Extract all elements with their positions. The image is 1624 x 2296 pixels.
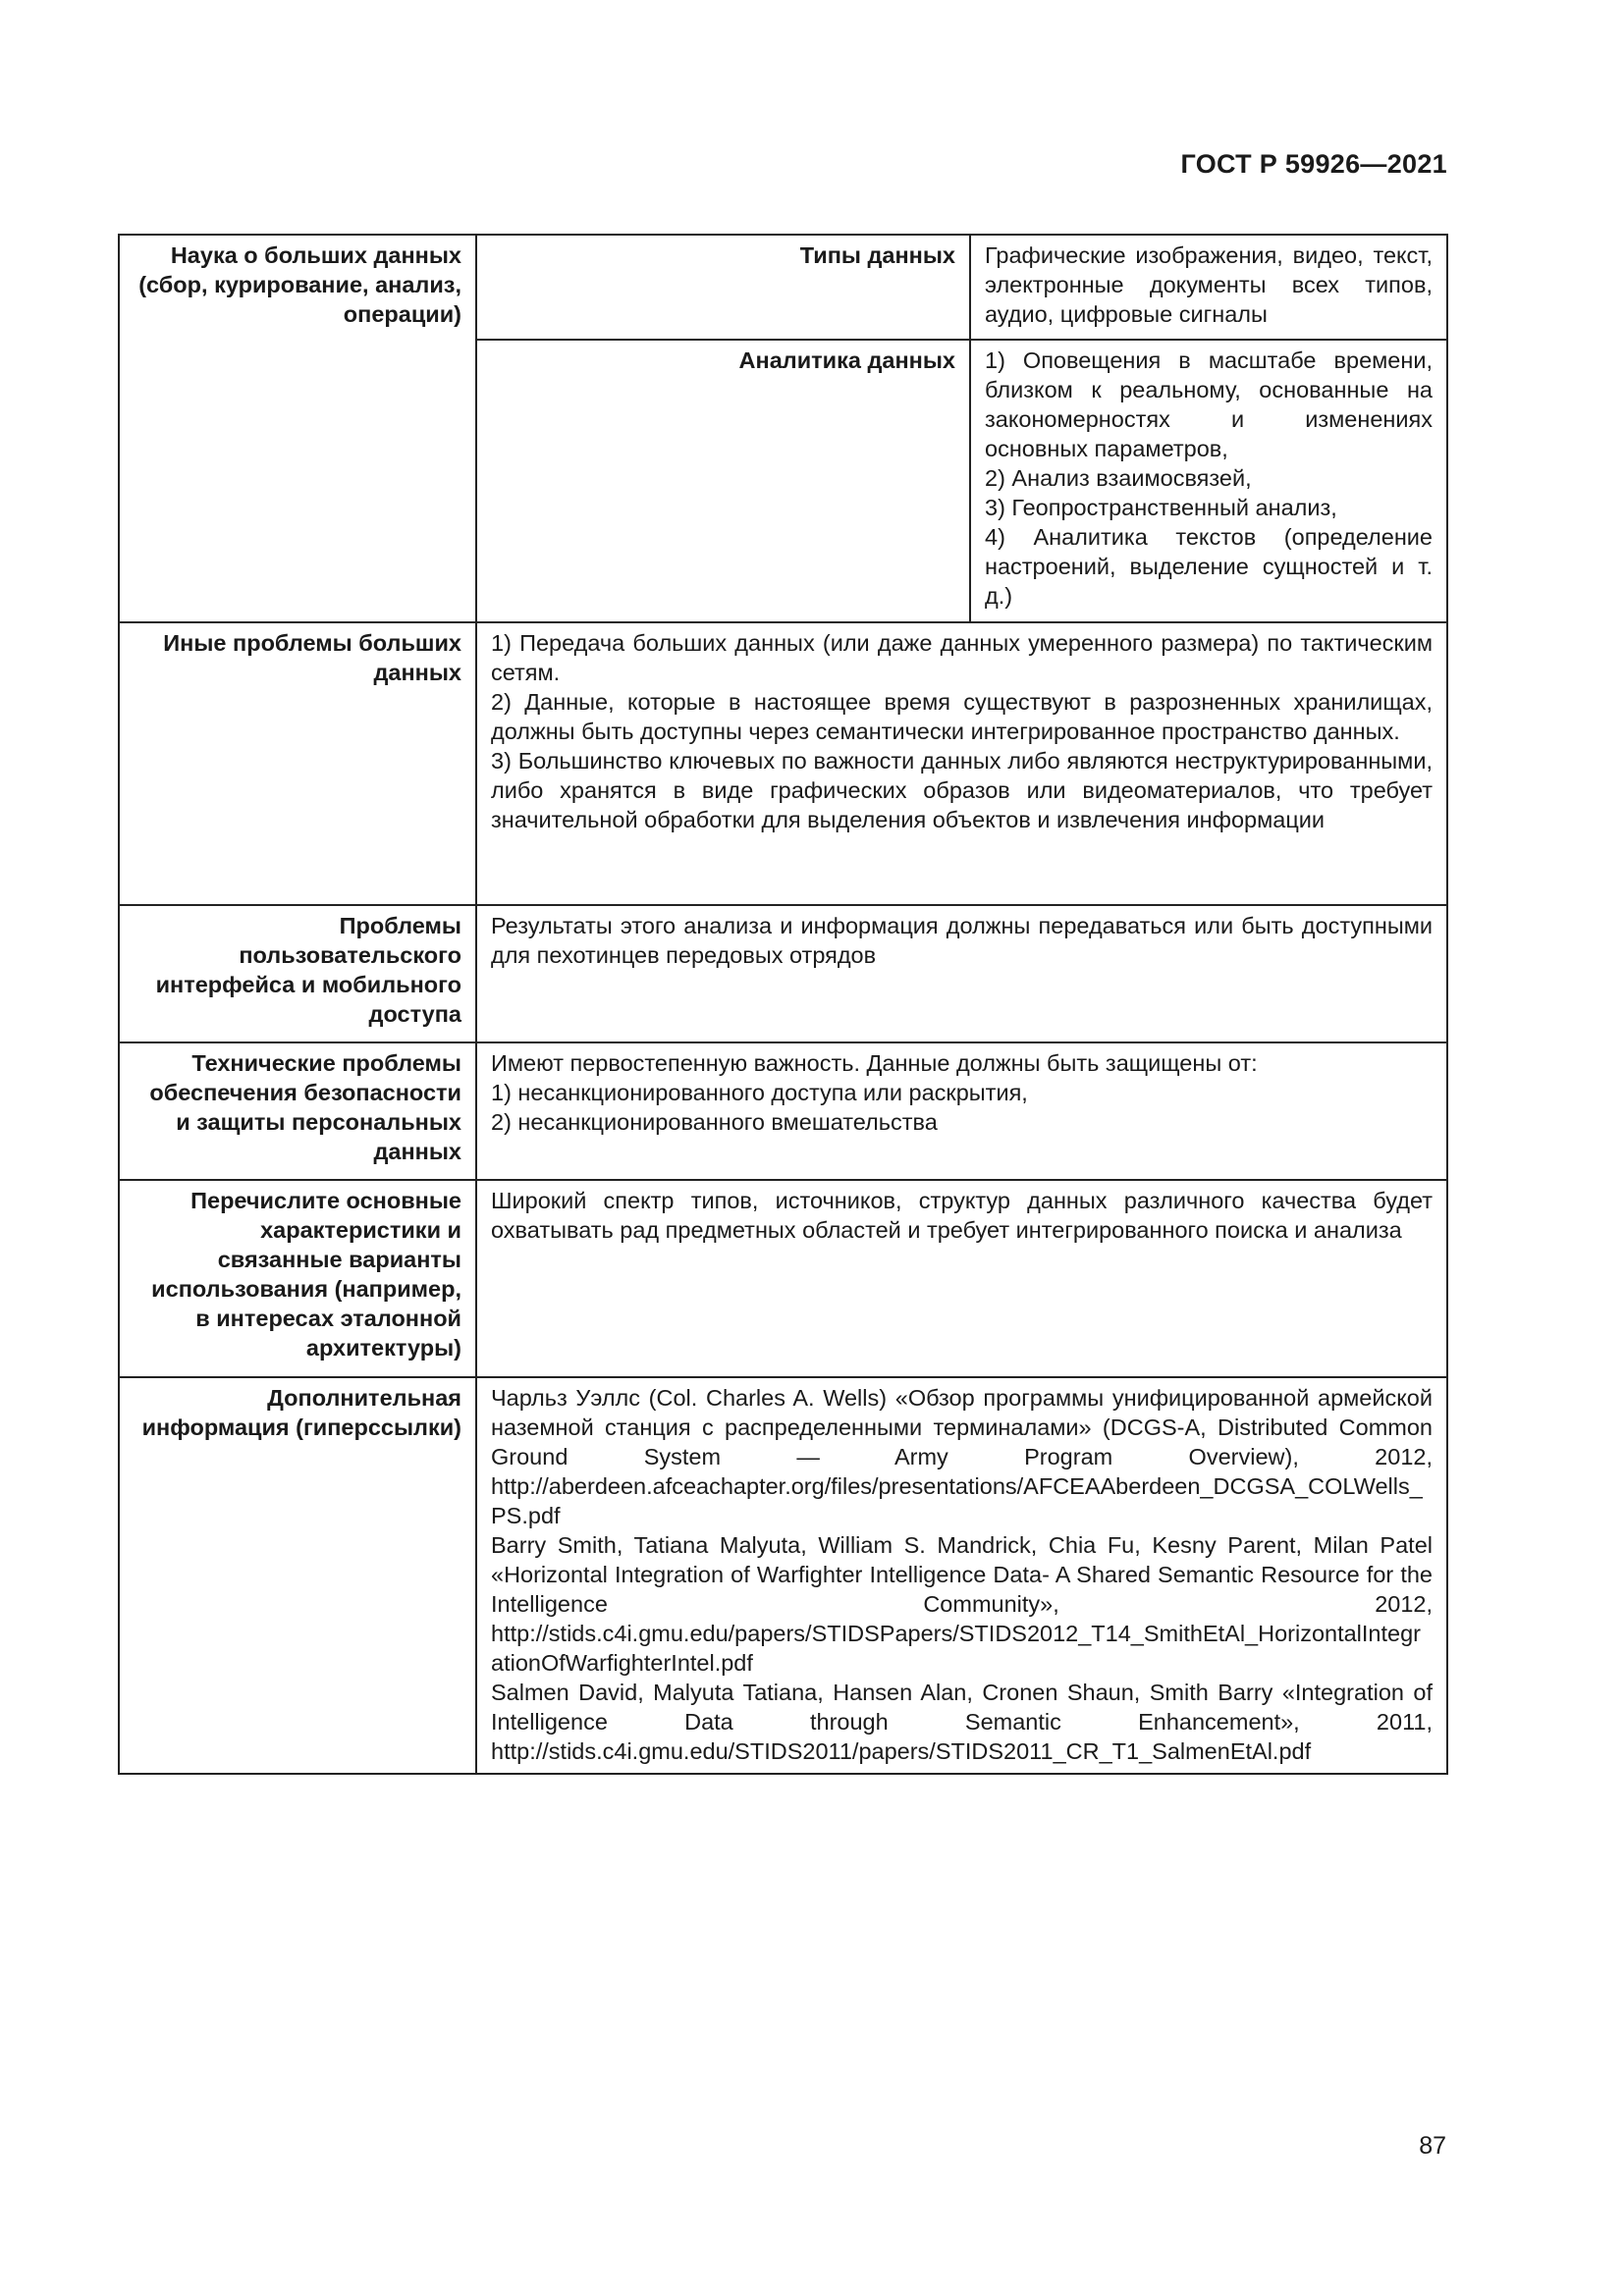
table-row — [119, 1377, 1447, 1774]
use-case-table — [118, 234, 1448, 1775]
table-row — [119, 905, 1447, 1042]
standard-designation: ГОСТ Р 59926—2021 — [1180, 149, 1447, 179]
table-row — [119, 1180, 1447, 1377]
sublabel-data-types: Типы данных — [476, 235, 970, 340]
row-label-other-problems: Иные проблемы больших данных — [119, 622, 476, 905]
table-row — [119, 622, 1447, 905]
row-label-security: Технические проблемы обеспечения безопасности и защиты персональных данных — [119, 1042, 476, 1180]
value-security: Имеют первостепенную важность. Данные должны быть защищены от: 1) несанкционированного доступа или раскрытия, 2) несанкционированного вмешательства — [476, 1042, 1447, 1180]
value-other-problems: 1) Передача больших данных (или даже данных умеренного размера) по тактическим сетям. 2) Данные, которые в настоящее время существуют в разрозненных хранилищах, должны быть доступны через семантически интегрированное пространство данных. 3) Большинство ключевых по важности данных либо являются неструктурированными, либо хранятся в виде графических образов или видеоматериалов, что требует значительной обработки для выделения объектов и извлечения информации — [476, 622, 1447, 905]
value-data-types: Графические изображения, видео, текст, электронные документы всех типов, аудио, цифровые сигналы — [970, 235, 1447, 340]
value-additional: Чарльз Уэллс (Col. Charles A. Wells) «Обзор программы унифицированной армейской наземной станция с распределенными терминалами» (DCGS-A, Distributed Common Ground System — Army Program Overview), 2012, http://aberdeen.afceachapter.org/files/presentations/AFCEAAberdeen_DCGSA_COLWells_PS.pdf Barry Smith, Tatiana Malyuta, William S. Mandrick, Chia Fu, Kesny Parent, Milan Patel «Horizontal Integration of Warfighter Intelligence Data- A Shared Semantic Resource for the Intelligence Community», 2012, http://stids.c4i.gmu.edu/papers/STIDSPapers/STIDS2012_T14_SmithEtAl_HorizontalIntegrationOfWarfighterIntel.pdf Salmen David, Malyuta Tatiana, Hansen Alan, Cronen Shaun, Smith Barry «Integration of Intelligence Data through Semantic Enhancement», 2011, http://stids.c4i.gmu.edu/STIDS2011/papers/STIDS2011_CR_T1_SalmenEtAl.pdf — [476, 1377, 1447, 1774]
page-number: 87 — [1419, 2132, 1446, 2160]
row-label-science: Наука о больших данных (сбор, курирование, анализ, операции) — [119, 235, 476, 622]
row-label-ui-problems: Проблемы пользовательского интерфейса и мобильного доступа — [119, 905, 476, 1042]
value-characteristics: Широкий спектр типов, источников, структур данных различного качества будет охватывать рад предметных областей и требует интегрированного поиска и анализа — [476, 1180, 1447, 1377]
table-row — [119, 1042, 1447, 1180]
value-data-analytics: 1) Оповещения в масштабе времени, близком к реальному, основанные на закономерностях и изменениях основных параметров, 2) Анализ взаимосвязей, 3) Геопространственный анализ, 4) Аналитика текстов (определение настроений, выделение сущностей и т. д.) — [970, 340, 1447, 622]
row-label-characteristics: Перечислите основные характеристики и связанные варианты использования (например, в интересах эталонной архитектуры) — [119, 1180, 476, 1377]
row-label-additional: Дополнительная информация (гиперссылки) — [119, 1377, 476, 1774]
value-ui-problems: Результаты этого анализа и информация должны передаваться или быть доступными для пехотинцев передовых отрядов — [476, 905, 1447, 1042]
table-row — [119, 235, 1447, 340]
sublabel-data-analytics: Аналитика данных — [476, 340, 970, 622]
